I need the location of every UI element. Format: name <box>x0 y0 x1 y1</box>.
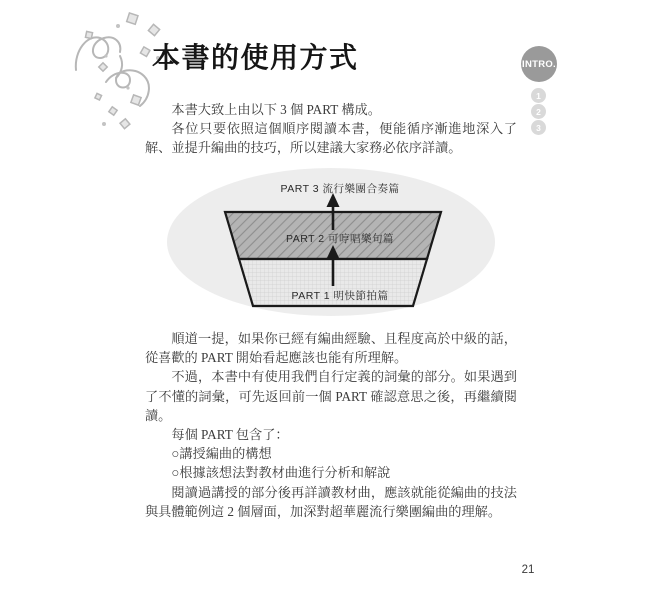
step-circle-3: 3 <box>531 120 546 135</box>
paragraph: 閱讀過講授的部分後再詳讀教材曲，應該就能從編曲的技法與具體範例這 2 個層面，加深對超華麗流行樂團編曲的理解。 <box>145 484 517 519</box>
paragraph: 順道一提，如果你已經有編曲經驗、且程度高於中級的話，從喜歡的 PART 開始看起應該也能有所理解。 <box>145 331 517 366</box>
diagram-label-part2: PART 2 可哼唱樂句篇 <box>285 233 395 245</box>
body-text-block <box>145 329 517 521</box>
intro-badge: INTRO. <box>521 46 557 82</box>
paragraph: 各位只要依照這個順序閱讀本書，便能循序漸進地深入了解、並提升編曲的技巧，所以建議大家務必依序詳讀。 <box>145 121 517 156</box>
page-title: 本書的使用方式 <box>152 42 359 73</box>
list-item-circle: ○根據該想法對教材曲進行分析和解說 <box>171 465 391 481</box>
paragraph: 每個 PART 包含了： <box>171 427 289 443</box>
paragraph: 本書大致上由以下 3 個 PART 構成。 <box>171 102 381 117</box>
step-circle-2: 2 <box>531 104 546 119</box>
diagram-label-part3: PART 3 流行樂團合奏篇 <box>280 183 400 195</box>
step-circle-1: 1 <box>531 88 546 103</box>
list-item-circle: ○講授編曲的構想 <box>171 446 272 462</box>
diagram-label-part1: PART 1 明快節拍篇 <box>291 290 389 302</box>
paragraph: 不過，本書中有使用我們自行定義的詞彙的部分。如果遇到了不懂的詞彙，可先返回前一個 PART 確認意思之後，再繼續閱讀。 <box>145 369 517 423</box>
page-number: 21 <box>521 564 535 576</box>
